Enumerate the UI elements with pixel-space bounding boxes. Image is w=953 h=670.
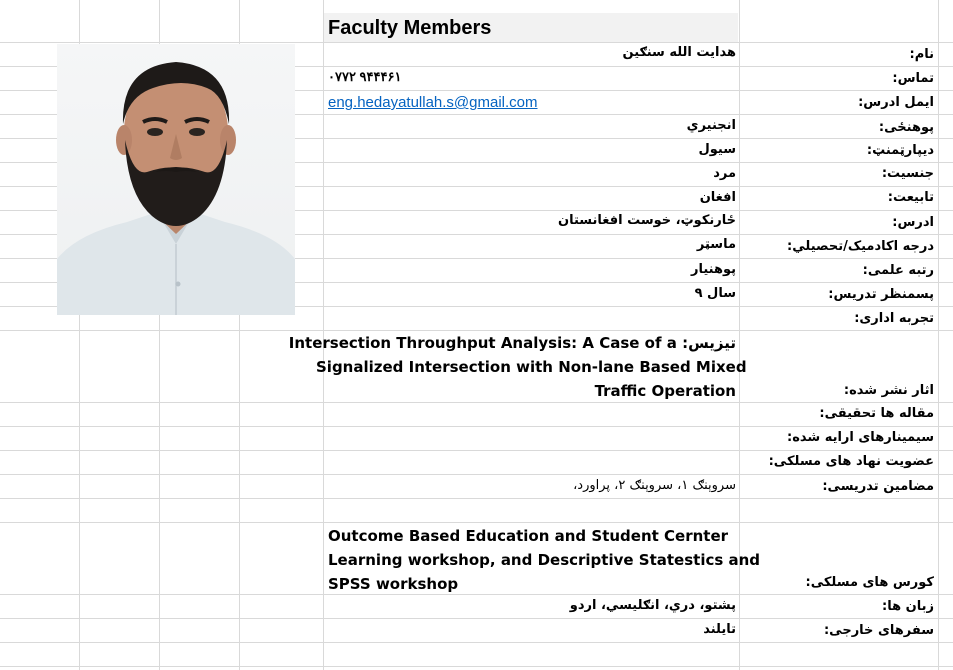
- publications-line-2: Signalized Intersection with Non-lane Based Mixed: [316, 358, 747, 376]
- label-email: ایمل ادرس:: [858, 95, 934, 110]
- person-portrait-icon: [57, 44, 295, 315]
- publications-line-3: Traffic Operation: [594, 382, 736, 400]
- label-faculty: پوهنځی:: [878, 120, 934, 135]
- value-languages: پشتو، دري، انګلیسي، اردو: [569, 598, 736, 613]
- value-address: ځارنکوټ، خوست افغانستان: [557, 213, 736, 228]
- value-degree: ماسټر: [696, 237, 736, 252]
- label-courses: کورس های مسلکی:: [805, 575, 934, 590]
- value-rank: پوهنیار: [690, 262, 736, 277]
- label-department: دیپارټمنټ:: [866, 143, 934, 158]
- value-faculty: انجنیري: [686, 118, 736, 133]
- courses-line-2: Learning workshop, and Descriptive Statestics and: [328, 551, 761, 569]
- value-contact: ۰۷۷۲ ۹۴۴۴۶۱: [328, 69, 402, 84]
- value-department: سیول: [698, 142, 736, 157]
- label-travel: سفرهای خارجی:: [823, 623, 934, 638]
- value-publications: [288, 331, 747, 403]
- label-admin-experience: تجربه اداری:: [854, 311, 934, 326]
- label-gender: جنسیت:: [881, 166, 934, 181]
- label-contact: تماس:: [892, 71, 934, 86]
- value-name: هدایت الله سنګین: [622, 45, 736, 60]
- value-travel: تایلند: [703, 622, 736, 637]
- label-nationality: تابیعت:: [887, 190, 934, 205]
- label-articles: مقاله ها تحقیقی:: [819, 406, 934, 421]
- courses-line-1: Outcome Based Education and Student Cernter: [328, 527, 729, 545]
- email-link[interactable]: eng.hedayatullah.s@gmail.com: [328, 94, 538, 111]
- value-teaching-experience: سال ۹: [694, 286, 736, 301]
- label-publications: اثار نشر شده:: [843, 383, 934, 398]
- label-address: ادرس:: [892, 215, 934, 230]
- label-seminars: سیمینارهای ارایه شده:: [787, 430, 934, 445]
- label-rank: رتبه علمی:: [862, 263, 934, 278]
- profile-photo: [57, 44, 295, 315]
- courses-line-3: SPSS workshop: [328, 575, 459, 593]
- label-name: نام:: [909, 47, 934, 62]
- label-subjects: مضامین تدریسی:: [822, 479, 934, 494]
- value-gender: مرد: [713, 166, 736, 181]
- label-teaching-experience: پسمنظر تدریس:: [828, 287, 934, 302]
- value-nationality: افغان: [699, 190, 736, 205]
- value-courses: [328, 524, 761, 596]
- label-languages: زبان ها:: [882, 599, 934, 614]
- page-title: Faculty Members: [328, 17, 492, 39]
- value-subjects: سروېنګ ۱، سروېنګ ۲، پراورد،: [573, 478, 736, 493]
- label-degree: درجه اکادمیک/تحصیلي:: [787, 239, 934, 254]
- label-membership: عضویت نهاد های مسلکی:: [768, 454, 934, 469]
- publications-line-1: تیزیس: Intersection Throughput Analysis: A Case of a: [288, 334, 736, 352]
